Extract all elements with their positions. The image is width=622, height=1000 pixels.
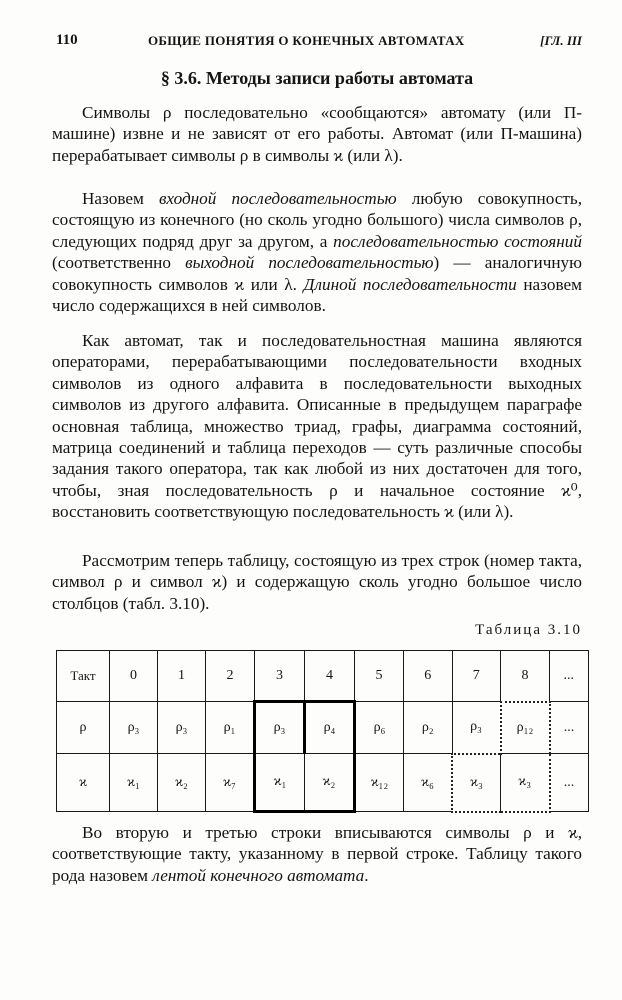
chapter-label: [ГЛ. III [540,33,582,48]
step-cell: 5 [355,651,404,702]
running-header [52,32,582,54]
term-output-sequence: выходной последовательностью [185,253,434,273]
step-cell: 1 [158,651,206,702]
table-caption: Таблица 3.10 [475,622,582,638]
step-cell: 7 [452,651,501,702]
kappa-cell-highlighted: ϰ₂ [305,754,355,812]
table-row-rho [57,702,589,754]
row-header-rho: ρ [57,702,110,754]
p2-text-2: любую совокупность, состоящую из конечного (но сколь угодно большого) числа символов ρ, следующих подряд друг за другом, а [52,189,583,251]
kappa-cell: ϰ₁₂ [355,754,404,812]
kappa-cell: ϰ₁ [110,754,158,812]
paragraph-2 [52,188,582,316]
paragraph-3: Как автомат, так и последовательностная машина являются операторами, перерабатывающими последовательности входных символов из одного алфавита в последовательности выходных символов из другого алфавита. Описанные в предыдущем параграфе основная таблица, множество триад, графы, диаграмма состояний, матрица соединений и таблица переходов — суть различные способы задания такого оператора, так как любой из них достаточен для того, чтобы, зная последовательность ρ и начальное состояние ϰ⁰, восстановить соответствующую последовательность ϰ (или λ). [52,331,582,522]
running-title: ОБЩИЕ ПОНЯТИЯ О КОНЕЧНЫХ АВТОМАТАХ [148,33,465,48]
rho-cell-highlighted: ρ₃ [255,702,305,754]
rho-cell: ρ₂ [404,702,453,754]
p5-text-1: Во вторую и третью строки вписываются символы ρ и ϰ, соответствующие такту, указанному в первой строке. Таблицу такого рода назовем [52,823,582,885]
rho-cell: ρ₁ [206,702,255,754]
kappa-cell: ϰ₇ [206,754,255,812]
row-header-kappa: ϰ [57,754,110,812]
kappa-cell-ellipsis: ... [550,754,589,812]
step-cell-ellipsis: ... [550,651,589,702]
p2-text-4: ) — аналогичную совокупность символов ϰ или λ. [52,253,582,294]
table-row-step [57,651,589,702]
term-automaton-tape: лентой конечного автомата [152,865,365,885]
rho-cell: ρ₃ [452,702,501,754]
step-cell: 2 [206,651,255,702]
rho-cell-dotted: ρ₁₂ [501,702,550,754]
paragraph-4: Рассмотрим теперь таблицу, состоящую из трех строк (номер такта, символ ρ и символ ϰ) и содержащую сколь угодно большое число столбцов (табл. 3.10). [52,551,582,613]
kappa-cell-highlighted: ϰ₁ [255,754,305,812]
step-cell: 4 [305,651,355,702]
rho-cell-ellipsis: ... [550,702,589,754]
kappa-cell-dotted: ϰ₃ [501,754,550,812]
step-cell: 3 [255,651,305,702]
rho-cell: ρ₃ [158,702,206,754]
term-state-sequence: последовательностью состояний [333,231,582,251]
rho-cell-highlighted: ρ₄ [305,702,355,754]
paragraph-1: Символы ρ последовательно «сообщаются» автомату (или П-машине) извне и не зависят от его работы. Автомат (или П-машина) перерабатывает символы ρ в символы ϰ (или λ). [52,103,582,165]
section-title: § 3.6. Методы записи работы автомата [160,68,474,88]
p2-text-1: Назовем [82,189,159,208]
paragraph-5 [52,822,582,886]
step-cell: 8 [501,651,550,702]
automaton-tape-table [56,650,589,813]
p2-text-3: (соответственно [52,253,186,273]
row-header-step: Такт [57,651,110,702]
p2-text-5: назовем число содержащихся в ней символов. [52,274,582,316]
rho-cell: ρ₃ [110,702,158,754]
table-row-kappa [57,754,589,812]
rho-cell: ρ₆ [355,702,404,754]
page-number: 110 [56,32,78,48]
step-cell: 0 [110,651,158,702]
step-cell: 6 [404,651,453,702]
p5-text-2: . [364,865,369,885]
kappa-cell-dotted: ϰ₃ [452,754,501,812]
kappa-cell: ϰ₆ [404,754,453,812]
term-input-sequence: входной последовательностью [158,189,397,208]
term-sequence-length: Длиной последовательности [303,274,517,294]
kappa-cell: ϰ₂ [158,754,206,812]
